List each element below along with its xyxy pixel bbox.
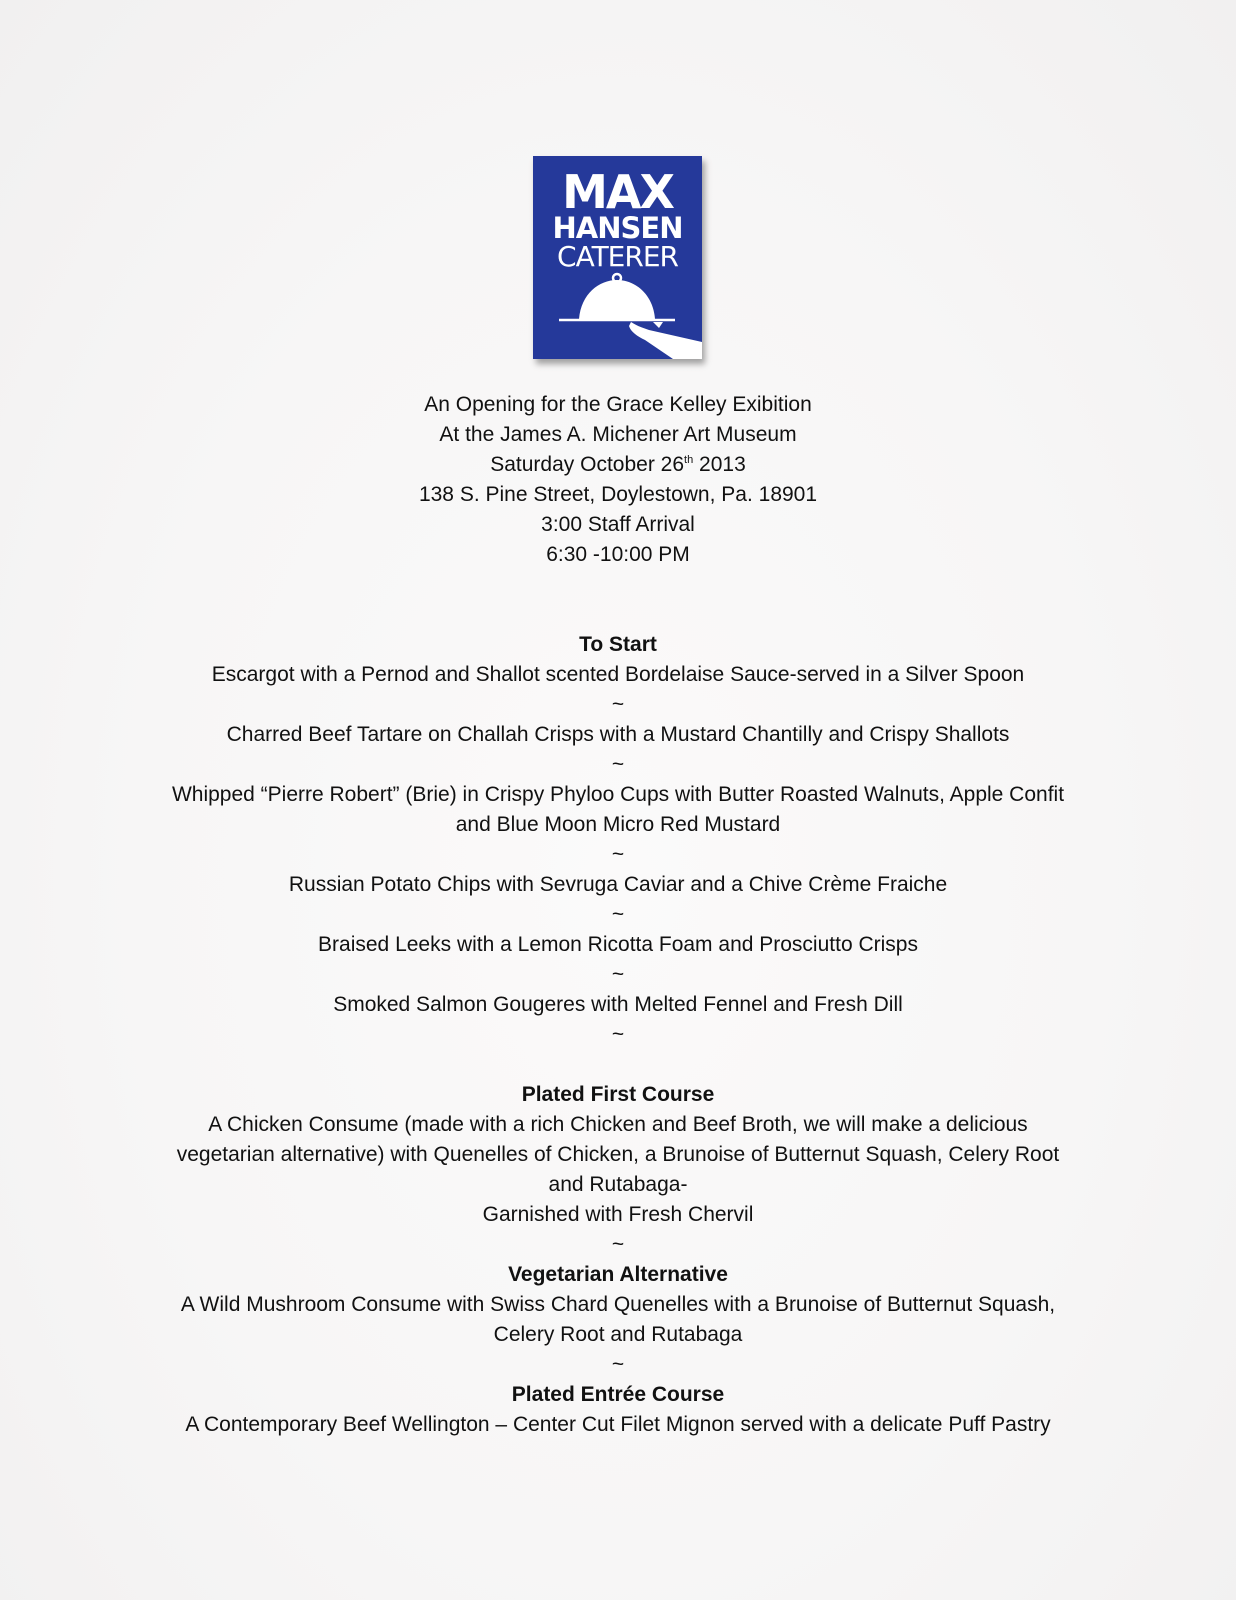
event-venue: At the James A. Michener Art Museum bbox=[439, 423, 797, 446]
logo-text-max: MAX bbox=[562, 165, 673, 219]
cloche-logo-icon bbox=[533, 156, 702, 359]
section-heading-entree: Plated Entrée Course bbox=[511, 1383, 725, 1406]
vegetarian-line: A Wild Mushroom Consume with Swiss Chard Quenelles with a Brunoise of Butternut Squash, bbox=[180, 1293, 1056, 1316]
logo-text-hansen: HANSEN bbox=[552, 211, 683, 245]
max-hansen-caterer-logo bbox=[533, 156, 702, 359]
event-date-suffix: th bbox=[684, 454, 694, 466]
menu-item-continued: and Blue Moon Micro Red Mustard bbox=[455, 813, 781, 836]
separator-tilde: ~ bbox=[611, 1023, 625, 1046]
section-heading-to-start: To Start bbox=[579, 633, 657, 656]
separator-tilde: ~ bbox=[611, 1353, 625, 1376]
event-date-year: 2013 bbox=[693, 453, 746, 476]
section-heading-first-course: Plated First Course bbox=[521, 1083, 715, 1106]
event-time: 6:30 -10:00 PM bbox=[546, 543, 690, 566]
menu-item: Russian Potato Chips with Sevruga Caviar and a Chive Crème Fraiche bbox=[288, 873, 948, 896]
separator-tilde: ~ bbox=[611, 903, 625, 926]
separator-tilde: ~ bbox=[611, 1233, 625, 1256]
menu-item: Charred Beef Tartare on Challah Crisps with a Mustard Chantilly and Crispy Shallots bbox=[226, 723, 1010, 746]
logo-text-caterer: CATERER bbox=[557, 240, 678, 273]
event-address: 138 S. Pine Street, Doylestown, Pa. 18901 bbox=[418, 483, 818, 506]
menu-content bbox=[0, 390, 1236, 1440]
event-title: An Opening for the Grace Kelley Exibition bbox=[424, 393, 812, 416]
menu-item: Escargot with a Pernod and Shallot scented Bordelaise Sauce-served in a Silver Spoon bbox=[211, 663, 1025, 686]
first-course-line: and Rutabaga- bbox=[548, 1173, 688, 1196]
menu-item: Smoked Salmon Gougeres with Melted Fennel and Fresh Dill bbox=[333, 993, 903, 1016]
separator-tilde: ~ bbox=[611, 843, 625, 866]
menu-item: Braised Leeks with a Lemon Ricotta Foam and Prosciutto Crisps bbox=[318, 933, 918, 956]
first-course-line: Garnished with Fresh Chervil bbox=[482, 1203, 754, 1226]
section-heading-vegetarian: Vegetarian Alternative bbox=[508, 1263, 728, 1286]
first-course-line: vegetarian alternative) with Quenelles of Chicken, a Brunoise of Butternut Squash, Celery Root bbox=[176, 1143, 1060, 1166]
first-course-line: A Chicken Consume (made with a rich Chicken and Beef Broth, we will make a delicious bbox=[208, 1113, 1028, 1136]
separator-tilde: ~ bbox=[611, 693, 625, 716]
event-date bbox=[0, 450, 1236, 480]
entree-line: A Contemporary Beef Wellington – Center Cut Filet Mignon served with a delicate Puff Pastry bbox=[185, 1413, 1051, 1436]
staff-arrival: 3:00 Staff Arrival bbox=[541, 513, 695, 536]
separator-tilde: ~ bbox=[611, 753, 625, 776]
menu-item: Whipped “Pierre Robert” (Brie) in Crispy Phyloo Cups with Butter Roasted Walnuts, Apple Confit bbox=[171, 783, 1065, 806]
separator-tilde: ~ bbox=[611, 963, 625, 986]
vegetarian-line: Celery Root and Rutabaga bbox=[493, 1323, 743, 1346]
event-date-text: Saturday October 26 bbox=[490, 453, 685, 476]
